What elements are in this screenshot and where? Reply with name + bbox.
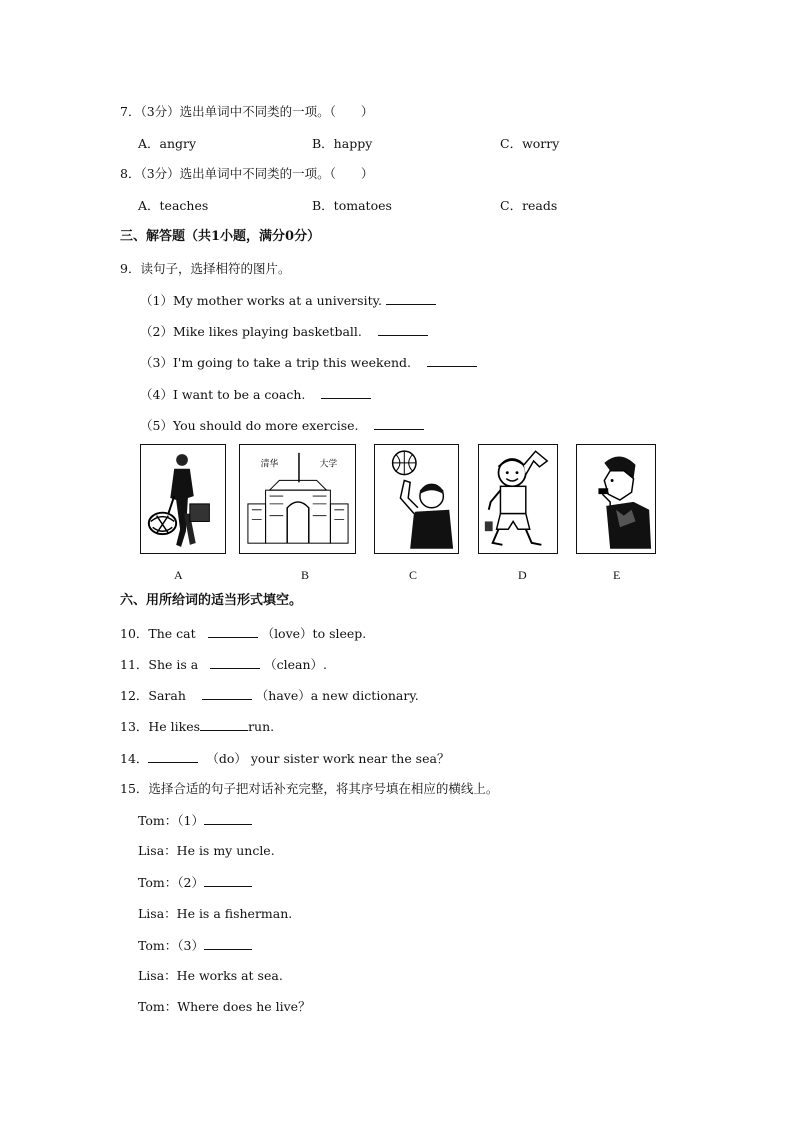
q9-item-1: （1）My mother works at a university. <box>140 292 436 309</box>
q8-stem: 8．（3分）选出单词中不同类的一项。（ ） <box>120 166 374 181</box>
dialogue-line-2: Lisa：He is my uncle. <box>138 843 275 858</box>
q7-stem: 7．（3分）选出单词中不同类的一项。（ ） <box>120 104 374 119</box>
answer-blank[interactable] <box>204 937 252 950</box>
answer-blank[interactable] <box>210 656 260 669</box>
q9-item-5: （5）You should do more exercise. <box>140 417 424 434</box>
answer-blank[interactable] <box>204 874 252 887</box>
picture-label-c: C <box>409 568 418 582</box>
picture-label-e: E <box>613 568 621 582</box>
dialogue-line-7: Tom：Where does he live？ <box>138 999 311 1014</box>
dialogue-line-1: Tom：（1） <box>138 812 252 829</box>
q15-stem: 15．选择合适的句子把对话补充完整，将其序号填在相应的横线上。 <box>120 781 499 796</box>
traveler-with-bags-icon <box>141 445 225 553</box>
q7-option-c[interactable]: C．worry <box>500 136 560 151</box>
section-3-heading: 三、解答题（共1小题，满分0分） <box>120 229 321 244</box>
answer-blank[interactable] <box>427 354 477 367</box>
q7-option-a[interactable]: A．angry <box>138 136 197 151</box>
q9-item-4: （4）I want to be a coach. <box>140 386 371 403</box>
gate-sign-left: 清华 <box>260 459 279 470</box>
boy-exercising-icon <box>479 445 557 553</box>
picture-e-coach <box>576 444 656 554</box>
coach-with-whistle-icon <box>577 445 655 553</box>
q8-option-c[interactable]: C．reads <box>500 198 558 213</box>
q9-item-3: （3）I'm going to take a trip this weekend. <box>140 354 477 371</box>
answer-blank[interactable] <box>321 386 371 399</box>
q12: 12．Sarah （have）a new dictionary. <box>120 688 419 703</box>
dialogue-line-4: Lisa：He is a fisherman. <box>138 906 293 921</box>
q9-stem: 9．读句子，选择相符的图片。 <box>120 261 291 276</box>
dialogue-line-6: Lisa：He works at sea. <box>138 968 283 983</box>
picture-label-a: A <box>174 568 183 582</box>
answer-blank[interactable] <box>374 417 424 430</box>
q7-option-b[interactable]: B．happy <box>312 136 373 151</box>
q11: 11．She is a （clean）. <box>120 657 328 672</box>
answer-blank[interactable] <box>202 687 252 700</box>
picture-label-d: D <box>518 568 527 582</box>
picture-label-b: B <box>301 568 310 582</box>
picture-d-exercise <box>478 444 558 554</box>
q8-option-b[interactable]: B．tomatoes <box>312 198 392 213</box>
q9-item-2: （2）Mike likes playing basketball. <box>140 323 428 340</box>
gate-sign-right: 大学 <box>319 459 338 470</box>
answer-blank[interactable] <box>204 812 252 825</box>
answer-blank[interactable] <box>386 292 436 305</box>
section-6-heading: 六、用所给词的适当形式填空。 <box>120 593 303 608</box>
picture-c-basketball <box>374 444 459 554</box>
answer-blank[interactable] <box>378 323 428 336</box>
q14: 14． （do） your sister work near the sea？ <box>120 751 450 766</box>
university-gate-icon <box>240 445 355 553</box>
q10: 10．The cat （love）to sleep. <box>120 626 367 641</box>
boy-with-basketball-icon <box>375 445 458 553</box>
dialogue-line-3: Tom：（2） <box>138 874 252 891</box>
answer-blank[interactable] <box>200 718 248 731</box>
q13: 13．He likes run. <box>120 719 275 734</box>
dialogue-line-5: Tom：（3） <box>138 937 252 954</box>
answer-blank[interactable] <box>208 625 258 638</box>
picture-a-traveler <box>140 444 226 554</box>
picture-b-university <box>239 444 356 554</box>
answer-blank[interactable] <box>148 750 198 763</box>
q8-option-a[interactable]: A．teaches <box>138 198 209 213</box>
